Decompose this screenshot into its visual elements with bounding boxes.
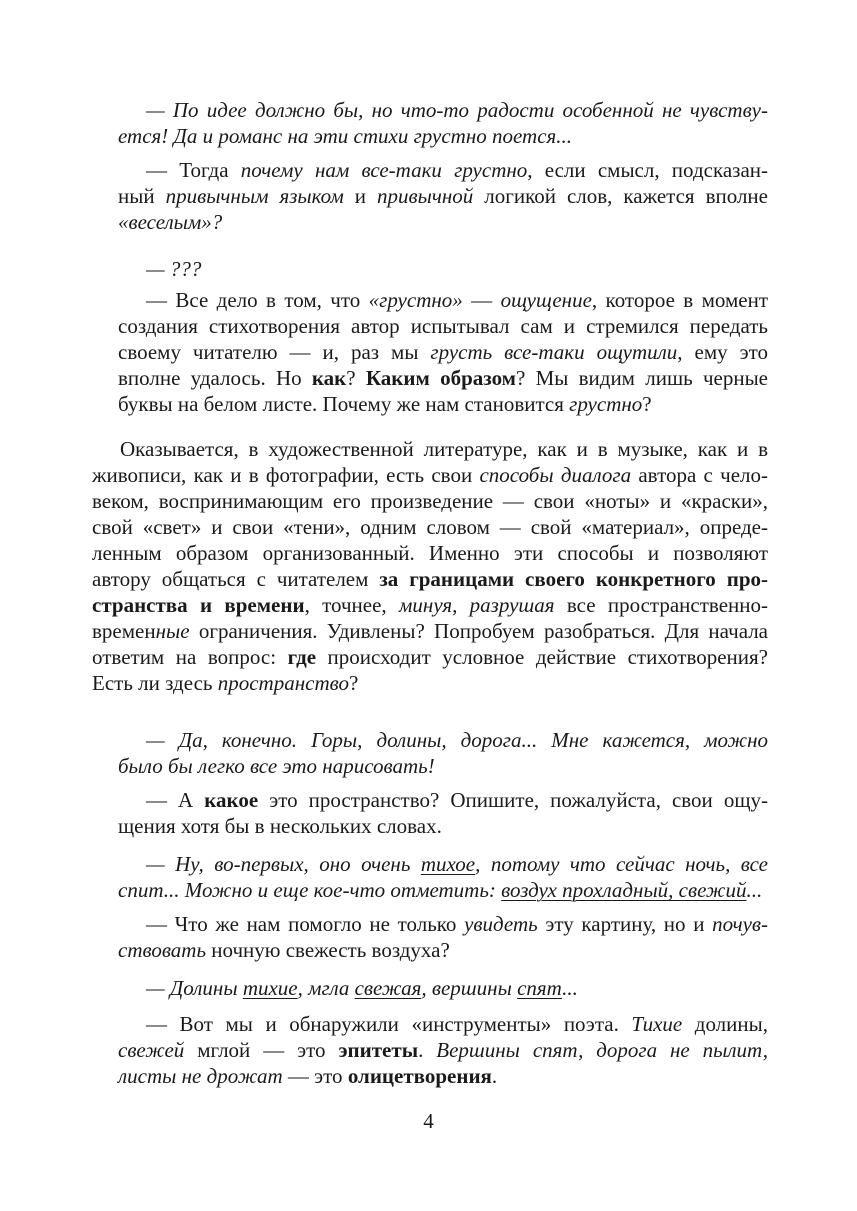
dialogue-paragraph-1: — По идее должно бы, но что-то радости особенной не чувству- ется! Да и романс на эти стихи грустно поется...	[118, 98, 768, 148]
dialogue-paragraph-11: — Вот мы и обнаружили «инструменты» поэта. Тихие долины, свежей мглой — это эпитеты. Вершины спят, дорога не пылит, листы не дрожат — это олицетворения.	[118, 1012, 768, 1088]
dialogue-paragraph-8: — Ну, во-первых, оно очень тихое, потому что сейчас ночь, все спит... Можно и еще кое-что отметить: воздух прохладный, свежий...	[118, 852, 768, 902]
dialogue-paragraph-4: — Все дело в том, что «грустно» — ощущение, которое в момент создания стихотворения автор испытывал сам и стремился передать своему читателю — и, раз мы грусть все-таки ощутили, ему это вполне удалось. Но как? Каким образом? Мы видим лишь черные буквы на белом листе. Почему же нам становится грустно?	[118, 288, 769, 416]
page-number: 4	[423, 1109, 434, 1133]
dialogue-paragraph-7: — А какое это пространство? Опишите, пожалуйста, свои ощу- щения хотя бы в нескольких словах.	[118, 788, 768, 838]
dialogue-paragraph-10: — Долины тихие, мгла свежая, вершины спят...	[146, 976, 578, 1000]
dialogue-paragraph-6: — Да, конечно. Горы, долины, дорога... Мне кажется, можно было бы легко все это нарисовать!	[118, 728, 768, 778]
dialogue-paragraph-9: — Что же нам помогло не только увидеть эту картину, но и почув- ствовать ночную свежесть воздуха?	[118, 912, 769, 962]
main-text-paragraph: Оказывается, в художественной литературе, как и в музыке, как и в живописи, как и в фотографии, есть свои способы диалога автора с чело- веком, воспринимающим его произведение — свои «ноты» и «краски», свой «свет» и свои «тени», одним словом — свой «материал», опреде- ленным образом организованный. Именно эти способы и позволяют автору общаться с читателем за границами своего конкретного про- странства и времени, точнее, минуя, разрушая все пространственно- временные ограничения. Удивлены? Попробуем разобраться. Для начала ответим на вопрос: где происходит условное действие стихотворения? Есть ли здесь пространство?	[92, 437, 768, 695]
dialogue-paragraph-2: — Тогда почему нам все-таки грустно, если смысл, подсказан- ный привычным языком и привычной логикой слов, кажется вполне «веселым»?	[118, 158, 769, 234]
dialogue-paragraph-3: — ???	[146, 257, 202, 281]
